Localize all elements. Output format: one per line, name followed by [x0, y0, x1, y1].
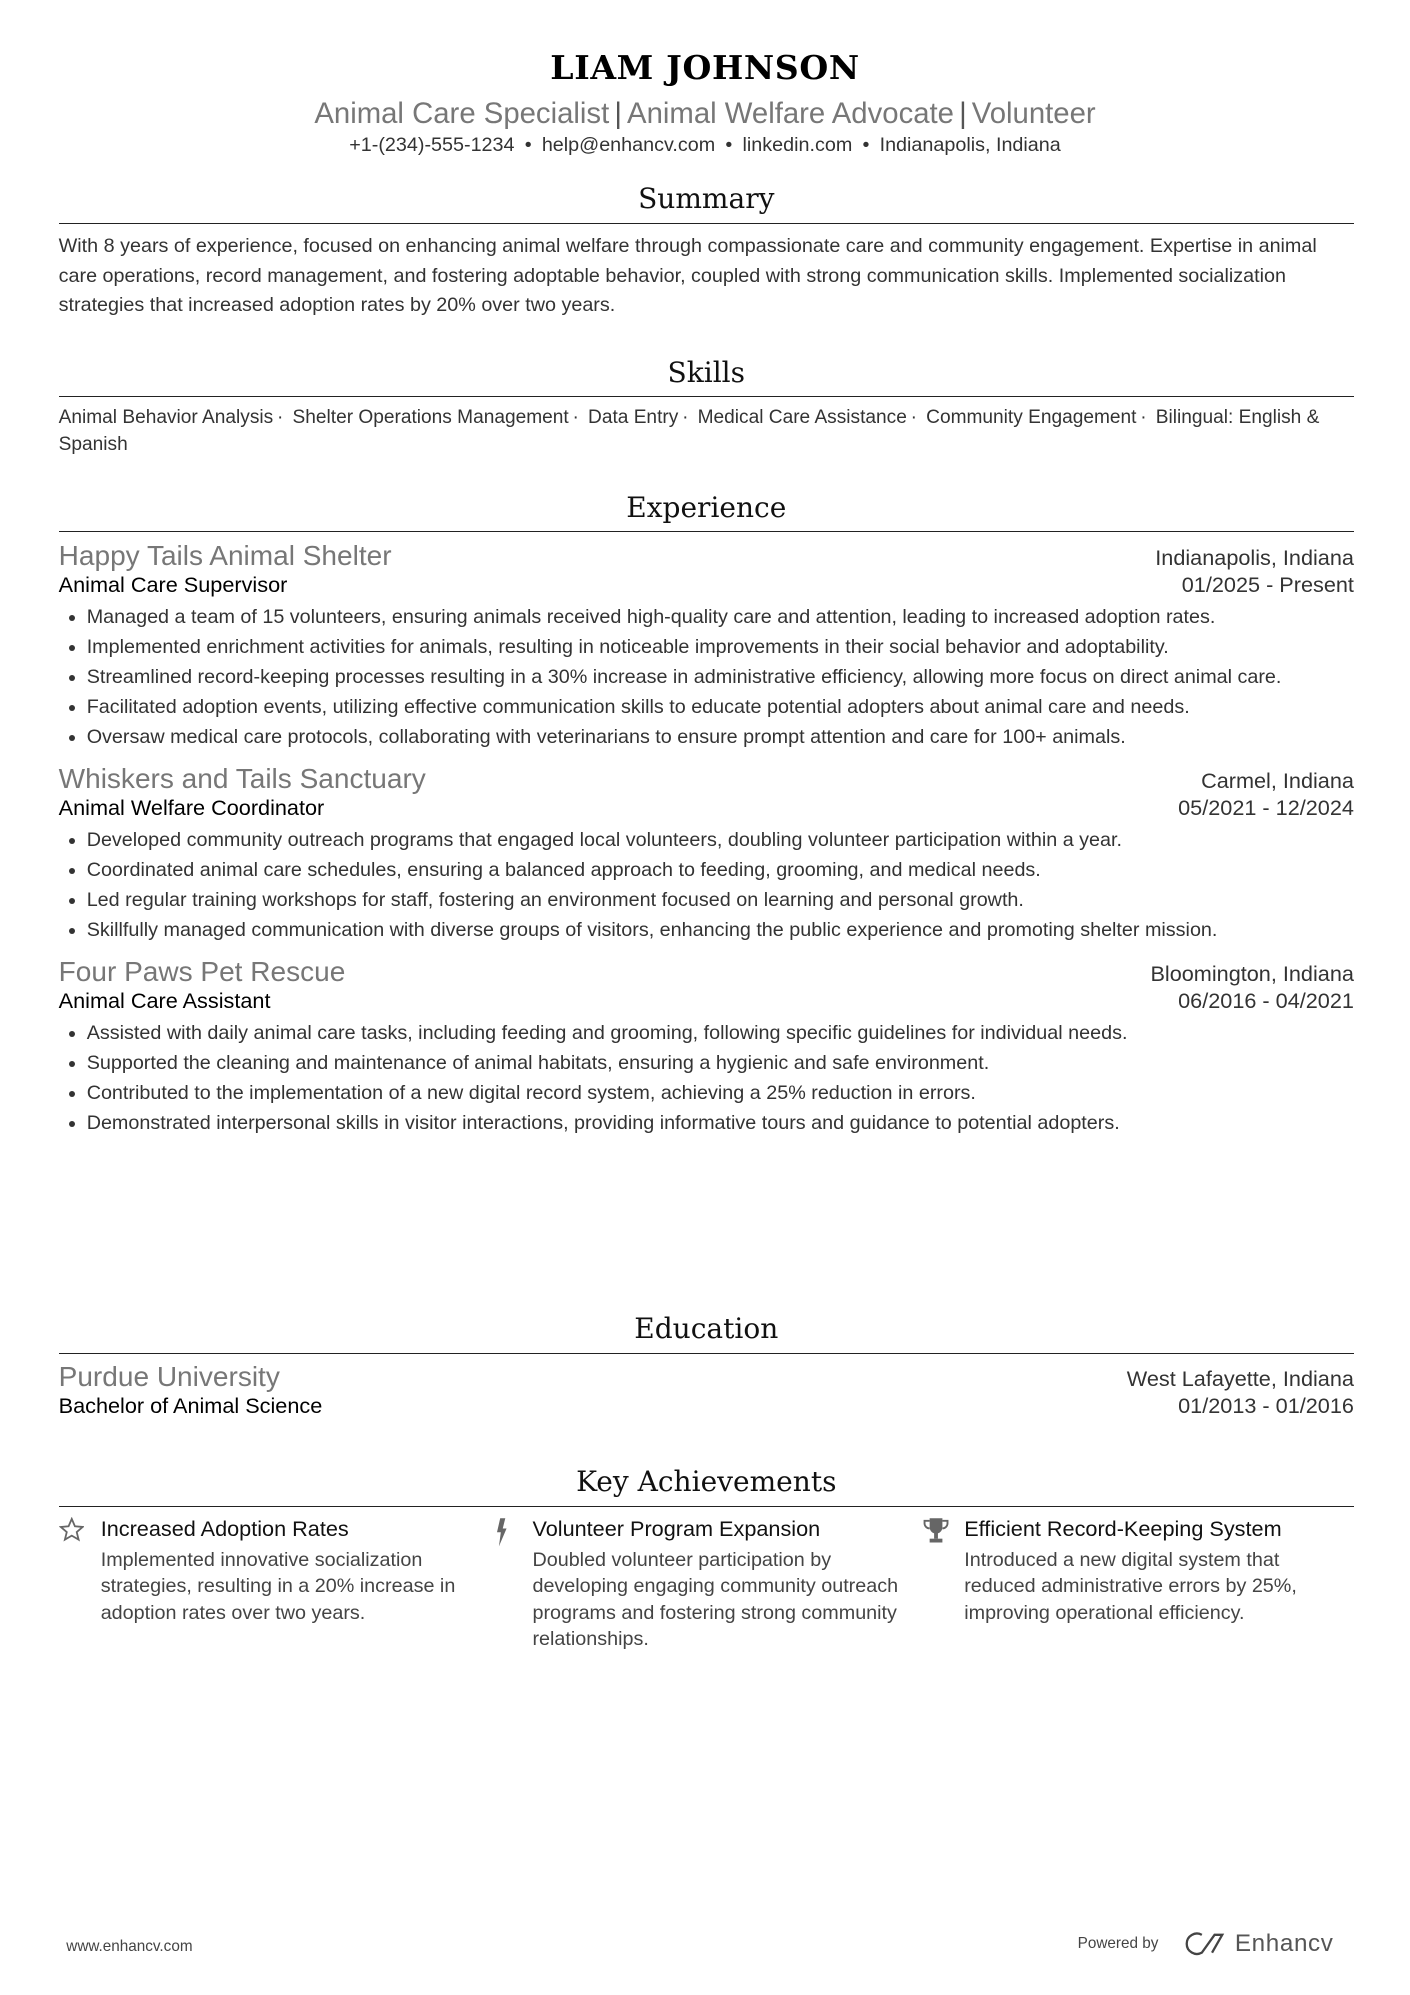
summary-text: With 8 years of experience, focused on enhancing animal welfare through compassionate care and community engagement. Expertise in animal care operations, record management, and fostering adoptable behavior, coupled with strong communication skills. Implemented socialization strategies that increased adoption rates by 20% over two years.: [58, 234, 1317, 317]
achievement-body: [532, 1514, 922, 1652]
summary-section: [59, 182, 1354, 321]
section-heading: Key Achievements: [59, 1465, 1354, 1507]
job-location: Carmel, Indiana: [1201, 768, 1354, 794]
trophy-icon: [922, 1514, 964, 1652]
degree: Bachelor of Animal Science: [58, 1393, 323, 1419]
headline-title: Volunteer: [971, 96, 1096, 130]
skills-list: [59, 405, 1354, 459]
skill-item: Bilingual: English & Spanish: [58, 406, 1320, 455]
bullet-item: • Oversaw medical care protocols, collaborating with veterinarians to ensure prompt attention and care for 100+ animals.: [87, 723, 1354, 753]
skill-item: Shelter Operations Management: [292, 406, 569, 428]
section-heading: Education: [59, 1312, 1354, 1354]
job-bullets: [59, 826, 1354, 946]
job-role-row: [59, 795, 1354, 821]
bullet-item: • Streamlined record-keeping processes resulting in a 30% increase in administrative efficiency, allowing more focus on direct animal care.: [87, 663, 1354, 693]
achievement-title: Increased Adoption Rates: [100, 1516, 349, 1542]
company-name: Whiskers and Tails Sanctuary: [58, 763, 426, 795]
school-name: Purdue University: [58, 1361, 280, 1393]
skill-separator: ·: [1140, 406, 1147, 428]
company-name: Four Paws Pet Rescue: [58, 956, 346, 988]
skill-separator: ·: [910, 406, 918, 428]
job-entry: [59, 763, 1354, 946]
bullet-item: • Supported the cleaning and maintenance of animal habitats, ensuring a hygienic and safe environment.: [87, 1049, 1354, 1079]
achievement-title: Volunteer Program Expansion: [532, 1516, 821, 1542]
achievement-description: Doubled volunteer participation by developing engaging community outreach programs and fostering strong community relationships.: [532, 1549, 899, 1650]
education-section: [59, 1312, 1354, 1419]
skill-item: Data Entry: [588, 406, 679, 428]
bullet-item: • Developed community outreach programs that engaged local volunteers, doubling volunteer participation within a year.: [87, 826, 1354, 856]
achievement-description: Implemented innovative socialization strategies, resulting in a 20% increase in adoption rates over two years.: [100, 1549, 456, 1624]
job-header: [59, 540, 1354, 572]
powered-by-label: Powered by: [1077, 1935, 1159, 1953]
achievement-description: Introduced a new digital system that reduced administrative errors by 25%, improving operational efficiency.: [964, 1549, 1297, 1624]
skill-item: Animal Behavior Analysis: [58, 406, 274, 428]
bullet-item: • Demonstrated interpersonal skills in visitor interactions, providing informative tours and guidance to potential adopters.: [87, 1109, 1354, 1139]
job-bullets: [59, 603, 1354, 753]
job-header: [59, 763, 1354, 795]
achievement-item: [59, 1514, 491, 1652]
achievements-section: [59, 1465, 1354, 1652]
skill-item: Medical Care Assistance: [697, 406, 907, 428]
skill-separator: ·: [682, 406, 689, 428]
phone: +1-(234)-555-1234: [349, 133, 515, 156]
email-link[interactable]: help@enhancv.com: [541, 133, 716, 156]
bullet-item: • Assisted with daily animal care tasks, including feeding and grooming, following specific guidelines for individual needs.: [87, 1019, 1354, 1049]
job-entry: [59, 956, 1354, 1139]
job-dates: 01/2025 - Present: [1181, 572, 1354, 598]
bullet-item: • Implemented enrichment activities for animals, resulting in noticeable improvements in their social behavior and adoptability.: [87, 633, 1354, 663]
footer-website-link[interactable]: www.enhancv.com: [66, 1937, 193, 1955]
education-degree-row: [59, 1393, 1354, 1419]
bullet-item: • Facilitated adoption events, utilizing effective communication skills to educate potential adopters about animal care and needs.: [87, 693, 1354, 723]
school-location: West Lafayette, Indiana: [1126, 1366, 1354, 1392]
achievement-item: [922, 1514, 1354, 1652]
job-role-row: [59, 572, 1354, 598]
lightning-icon: [490, 1514, 532, 1652]
achievements-grid: [59, 1514, 1354, 1652]
headline: Animal Care Specialist | Animal Welfare Advocate | Volunteer: [314, 96, 1096, 130]
education-dates: 01/2013 - 01/2016: [1178, 1393, 1354, 1419]
job-bullets: [59, 1019, 1354, 1139]
job-title: Animal Care Supervisor: [58, 572, 288, 598]
job-role-row: [59, 988, 1354, 1014]
section-heading: Skills: [59, 356, 1354, 398]
brand-name: Enhancv: [1234, 1930, 1334, 1958]
achievement-body: [101, 1514, 491, 1652]
job-header: [59, 956, 1354, 988]
skills-section: [59, 356, 1354, 459]
skill-separator: ·: [572, 406, 579, 428]
bullet-item: • Coordinated animal care schedules, ensuring a balanced approach to feeding, grooming, and medical needs.: [87, 856, 1354, 886]
job-title: Animal Welfare Coordinator: [58, 795, 325, 821]
job-dates: 05/2021 - 12/2024: [1178, 795, 1354, 821]
headline-title: Animal Care Specialist: [314, 96, 610, 130]
bullet-item: • Skillfully managed communication with diverse groups of visitors, enhancing the public experience and promoting shelter mission.: [87, 916, 1354, 946]
experience-section: [59, 491, 1354, 1139]
location: Indianapolis, Indiana: [879, 133, 1061, 156]
enhancv-logo-icon: [1184, 1931, 1227, 1956]
contact-info: +1-(234)-555-1234 • help@enhancv.com • linkedin.com • Indianapolis, Indiana: [349, 133, 1061, 156]
star-icon: [59, 1514, 101, 1652]
section-heading: Experience: [59, 491, 1354, 533]
achievement-body: [964, 1514, 1354, 1652]
job-title: Animal Care Assistant: [58, 988, 271, 1014]
job-dates: 06/2016 - 04/2021: [1178, 988, 1354, 1014]
headline-title: Animal Welfare Advocate: [627, 96, 954, 130]
enhancv-logo: [1184, 1930, 1334, 1958]
bullet-item: • Contributed to the implementation of a new digital record system, achieving a 25% reduction in errors.: [87, 1079, 1354, 1109]
skill-item: Community Engagement: [926, 406, 1137, 428]
skill-separator: ·: [277, 406, 284, 428]
footer-branding: [1078, 1930, 1334, 1958]
job-location: Bloomington, Indiana: [1150, 961, 1354, 987]
achievement-title: Efficient Record-Keeping System: [964, 1516, 1282, 1542]
candidate-name: LIAM JOHNSON: [550, 48, 860, 88]
bullet-item: • Led regular training workshops for staff, fostering an environment focused on learning and personal growth.: [87, 886, 1354, 916]
linkedin-link[interactable]: linkedin.com: [742, 133, 853, 156]
company-name: Happy Tails Animal Shelter: [58, 540, 392, 572]
bullet-item: • Managed a team of 15 volunteers, ensuring animals received high-quality care and attention, leading to increased adoption rates.: [87, 603, 1354, 633]
job-list: [59, 540, 1354, 1139]
section-heading: Summary: [59, 182, 1354, 224]
achievement-item: [490, 1514, 922, 1652]
job-entry: [59, 540, 1354, 753]
education-header: [59, 1361, 1354, 1393]
job-location: Indianapolis, Indiana: [1155, 545, 1354, 571]
